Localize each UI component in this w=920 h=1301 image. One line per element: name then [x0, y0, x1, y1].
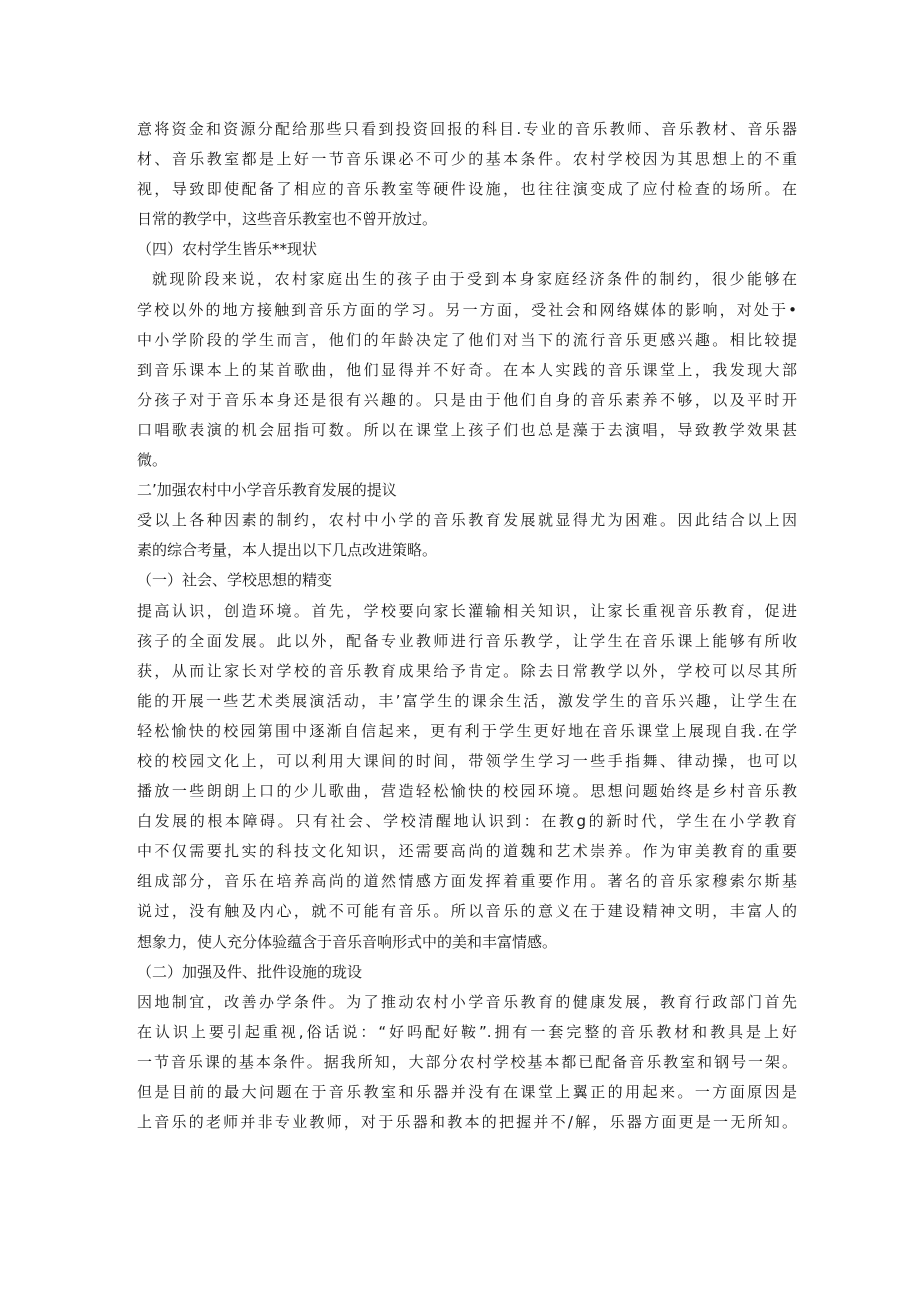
text-line: 一节音乐课的基本条件。据我所知，大部分农村学校基本都已配备音乐教室和钢号一架。 [137, 1052, 797, 1071]
text-line: 播放一些朗朗上口的少儿歌曲，营造轻松愉快的校园环境。思想问题始终是乡村音乐教 [137, 782, 797, 801]
text-line: 轻松愉快的校园第围中逐渐自信起来，更有利于学生更好地在音乐课堂上展现自我.在学 [137, 721, 797, 740]
text-line: 口唱歌表演的机会屈指可数。所以在课堂上孩子们也总是藻于去演唱，导致教学效果甚 [137, 420, 797, 439]
text-line: 但是目前的最大问题在于音乐教室和乐器并没有在课堂上翼正的用起来。一方面原因是 [137, 1083, 797, 1101]
text-line: 日常的教学中，这些音乐教室也不曾开放过。 [137, 210, 438, 229]
text-line: 获，从而让家长对学校的音乐教育成果给予肯定。除去日常教学以外，学校可以尽其所 [137, 661, 797, 680]
text-line: 受以上各种因素的制约，农村中小学的音乐教育发展就显得尤为困难。因此结合以上因 [137, 511, 797, 530]
text-line: 因地制宜，改善办学条件。为了推动农村小学音乐教育的健康发展，教育行政部门首先 [137, 992, 797, 1011]
text-line: 组成部分，音乐在培养高尚的道然情感方面发挥着重要作用。著名的音乐家穆索尔斯基 [137, 872, 797, 891]
section-heading: （四）农村学生皆乐**现状 [137, 240, 318, 259]
section-heading: （一）社会、学校思想的精变 [137, 571, 333, 590]
text-line: 就现阶段来说，农村家庭出生的孩子由于受到本身家庭经济条件的制约，很少能够在 [152, 270, 797, 289]
section-heading: （二）加强及件、批件设施的珑设 [137, 962, 363, 981]
text-line: 中不仅需要扎实的科技文化知识，还需要高尚的道魏和艺术崇养。作为审美教育的重要 [137, 842, 797, 861]
text-line: 素的综合考量，本人提出以下几点改进策略。 [137, 541, 438, 560]
text-line: 能的开展一些艺术类展演活动，丰’富学生的课余生活，激发学生的音乐兴趣，让学生在 [137, 691, 797, 710]
text-line: 到音乐课本上的某首歌曲，他们显得并不好奇。在本人实践的音乐课堂上，我发现大部 [137, 360, 797, 379]
text-line: 上音乐的老师并非专业教师，对于乐器和教本的把握并不/解，乐器方面更是一无所知。 [137, 1113, 797, 1132]
text-line: 视，导致即使配备了相应的音乐教室等硬件设施，也往往演变成了应付检查的场所。在 [137, 180, 797, 199]
text-line: 学校以外的地方接触到音乐方面的学习。另一方面，受社会和网络媒体的影响，对处于• [137, 300, 797, 319]
text-line: 孩子的全面发展。此以外，配备专业教师进行音乐教学，让学生在音乐课上能够有所收 [137, 631, 797, 650]
text-line: 白发展的根本障碍。只有社会、学校清醒地认识到：在教g的新时代，学生在小学教育 [137, 812, 797, 831]
text-line: 中小学阶段的学生而言，他们的年龄决定了他们对当下的流行音乐更感兴趣。相比较提 [137, 330, 797, 349]
document-body [137, 114, 797, 1137]
text-line: 材、音乐教室都是上好一节音乐课必不可少的基本条件。农村学校因为其思想上的不重 [137, 150, 797, 169]
text-line: 校的校园文化上，可以利用大课间的时间，带领学生学习一些手指舞、律动操，也可以 [137, 751, 797, 770]
text-line: 说过，没有触及内心，就不可能有音乐。所以音乐的意义在于建设精神文明，丰富人的 [137, 902, 797, 921]
text-line: 想象力，使人充分体验蕴含于音乐音响形式中的美和丰富情感。 [137, 932, 558, 951]
text-line: 微。 [137, 451, 168, 470]
text-line: 提高认识，创造环境。首先，学校要向家长灌输相关知识，让家长重视音乐教育，促进 [137, 601, 797, 620]
text-line: 意将资金和资源分配给那些只看到投资回报的科目.专业的音乐教师、音乐教材、音乐器 [137, 120, 797, 138]
text-line: 在认识上要引起重视,俗话说：“好吗配好鞍”.拥有一套完整的音乐教材和教具是上好 [137, 1022, 797, 1041]
text-line: 分孩子对于音乐本身还是很有兴趣的。只是由于他们自身的音乐素养不够，以及平时开 [137, 390, 797, 409]
section-heading: 二’加强农村中小学音乐教育发展的提议 [137, 481, 397, 500]
